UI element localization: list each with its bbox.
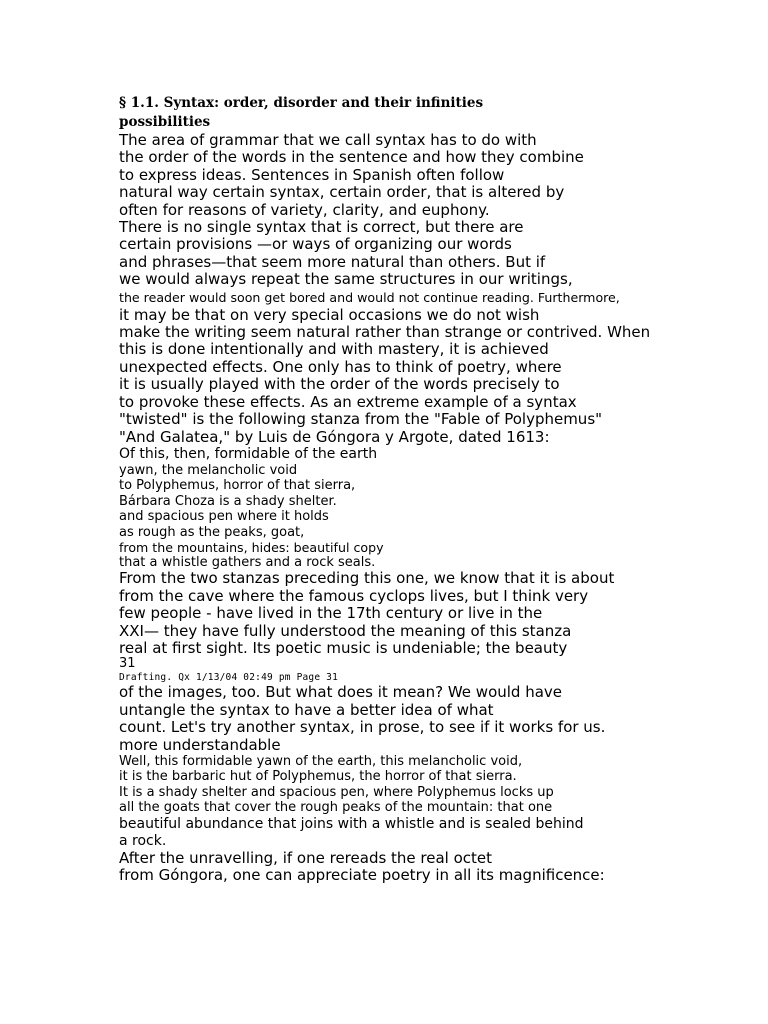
text-line: more understandable	[119, 735, 281, 754]
stanza-line: that a whistle gathers and a rock seals.	[119, 554, 376, 570]
text-line: There is no single syntax that is correct, but there are	[119, 218, 524, 237]
text-line: the order of the words in the sentence and how they combine	[119, 148, 584, 167]
stanza-line: from the mountains, hides: beautiful copy	[119, 539, 384, 555]
stanza-line: yawn, the melancholic void	[119, 462, 298, 478]
stanza-line: Of this, then, formidable of the earth	[119, 445, 378, 462]
prose-line: beautiful abundance that joins with a whistle and is sealed behind	[119, 815, 584, 832]
prose-line: Well, this formidable yawn of the earth, this melancholic void,	[119, 754, 523, 769]
stanza-line: as rough as the peaks, goat,	[119, 524, 305, 540]
paragraph-meaning	[119, 684, 749, 754]
text-line: this is done intentionally and with mastery, it is achieved	[119, 340, 549, 359]
document-page	[119, 94, 749, 884]
text-line: it is usually played with the order of the words precisely to	[119, 375, 560, 394]
text-line: it may be that on very special occasions we do not wish	[119, 305, 540, 324]
text-line: certain provisions —or ways of organizing our words	[119, 235, 512, 254]
small-text-line: the reader would soon get bored and would not continue reading. Furthermore,	[119, 289, 620, 305]
prose-line: all the goats that cover the rough peaks of the mountain: that one	[119, 800, 553, 816]
text-line: unexpected effects. One only has to think of poetry, where	[119, 357, 562, 376]
stanza-line: and spacious pen where it holds	[119, 509, 329, 525]
poem-stanza	[119, 446, 749, 570]
section-heading-continued: possibilities	[119, 114, 211, 130]
text-line: real at first sight. Its poetic music is undeniable; the beauty	[119, 638, 568, 657]
stanza-line: Bárbara Choza is a shady shelter.	[119, 493, 337, 509]
text-line: often for reasons of variety, clarity, and euphony.	[119, 200, 490, 219]
paragraph-intro	[119, 132, 749, 289]
text-line: of the images, too. But what does it mean? We would have	[119, 683, 563, 702]
text-line: The area of grammar that we call syntax has to do with	[119, 131, 537, 149]
paragraph-unravelling	[119, 850, 749, 885]
text-line: to provoke these effects. As an extreme example of a syntax	[119, 392, 577, 411]
text-line: After the unravelling, if one rereads the real octet	[119, 848, 493, 867]
prose-line: a rock.	[119, 832, 167, 849]
text-line: untangle the syntax to have a better idea of what	[119, 700, 494, 719]
stanza-line: to Polyphemus, horror of that sierra,	[119, 478, 356, 494]
text-line: few people - have lived in the 17th century or live in the	[119, 604, 543, 623]
text-line: XXI— they have fully understood the meaning of this stanza	[119, 621, 572, 640]
prose-line: it is the barbaric hut of Polyphemus, the horror of that sierra.	[119, 769, 517, 785]
text-line: "And Galatea," by Luis de Góngora y Argote, dated 1613:	[119, 427, 550, 446]
text-line: from Góngora, one can appreciate poetry in all its magnificence:	[119, 866, 605, 885]
text-line: count. Let's try another syntax, in prose, to see if it works for us.	[119, 718, 606, 737]
text-line: to express ideas. Sentences in Spanish often follow	[119, 165, 505, 184]
page-number: 31	[119, 656, 136, 672]
text-line: we would always repeat the same structures in our writings,	[119, 270, 573, 289]
paragraph-two-stanzas	[119, 570, 749, 657]
slug-line: Drafting. Qx 1/13/04 02:49 pm Page 31	[119, 672, 339, 684]
text-line: From the two stanzas preceding this one, we know that it is about	[119, 569, 615, 588]
section-heading: § 1.1. Syntax: order, disorder and their infinities	[119, 95, 484, 111]
text-line: from the cave where the famous cyclops lives, but I think very	[119, 586, 589, 605]
text-line: and phrases—that seem more natural than others. But if	[119, 252, 546, 271]
text-line: make the writing seem natural rather than strange or contrived. When	[119, 323, 651, 342]
prose-version	[119, 754, 749, 850]
paragraph-special-occasions	[119, 307, 749, 446]
text-line: natural way certain syntax, certain order, that is altered by	[119, 183, 565, 202]
prose-line: It is a shady shelter and spacious pen, where Polyphemus locks up	[119, 784, 554, 800]
text-line: "twisted" is the following stanza from the "Fable of Polyphemus"	[119, 410, 603, 429]
